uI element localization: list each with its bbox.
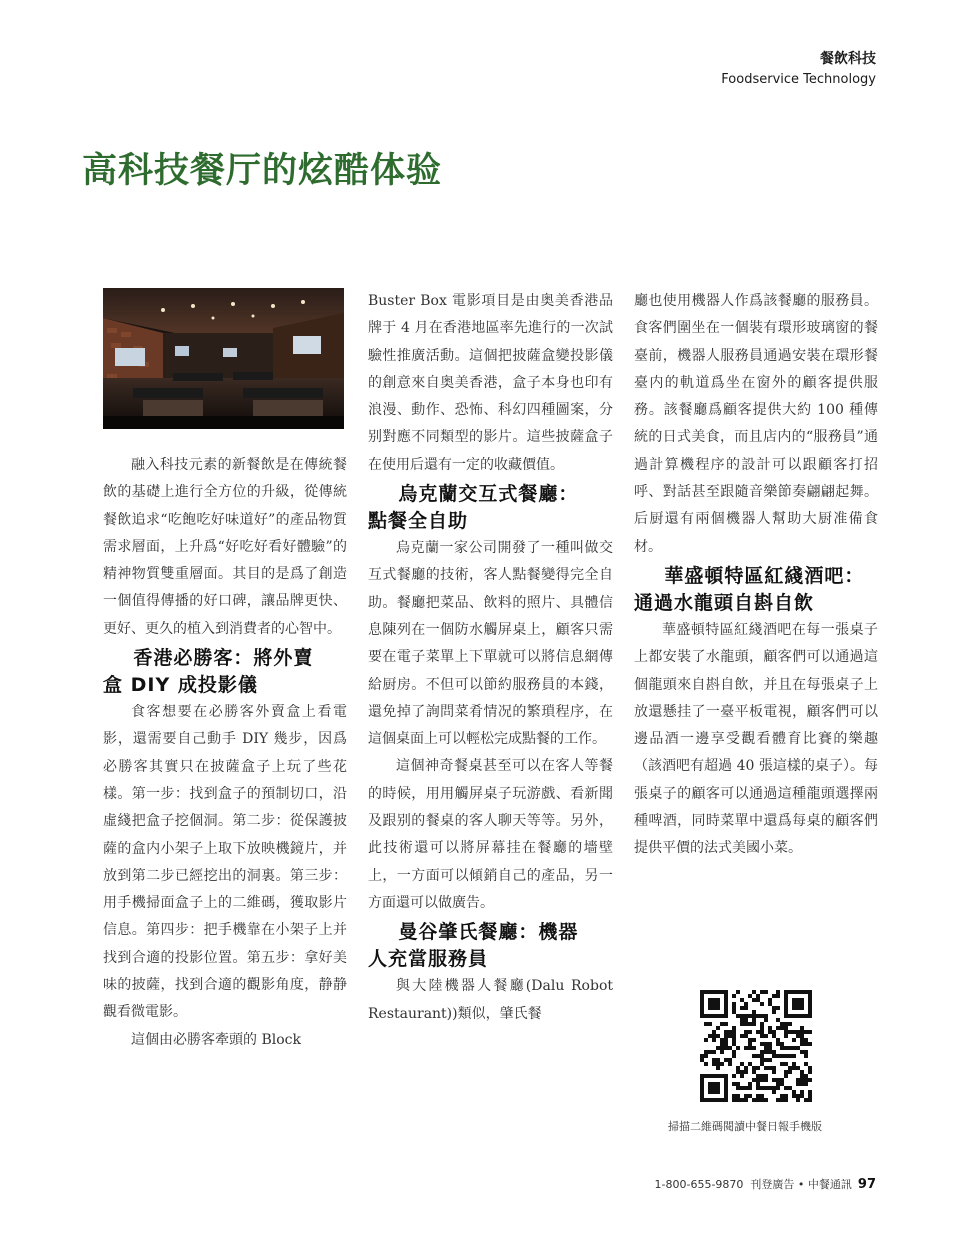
page-footer xyxy=(655,1176,876,1192)
paragraph: 華盛頓特區紅綫酒吧在每一張桌子上都安裝了水龍頭，顧客們可以通過這個龍頭來自斟自飲，并且在每張桌子上放還懸挂了一臺平板電視，顧客們可以邊品酒一邊享受觀看體育比賽的樂趣（該酒吧有超過 40 張這樣的桌子）。每張桌子的顧客可以通過這種龍頭選擇兩種啤酒，同時菜單中還爲每桌的顧客們提供平價的法式美國小菜。 xyxy=(634,621,878,857)
paragraph: 與大陸機器人餐廳(Dalu Robot Restaurant))類似，肇氏餐 xyxy=(368,978,613,1022)
section-name-en: Foodservice Technology xyxy=(721,72,876,87)
subheading-washington: 華盛頓特區紅綫酒吧： 通過水龍頭自斟自飲 xyxy=(634,564,865,614)
restaurant-photo xyxy=(103,288,344,429)
qr-code xyxy=(700,990,812,1102)
paragraph: 烏克蘭一家公司開發了一種叫做交互式餐廳的技術，客人點餐變得完全自助。餐廳把菜品、飲料的照片、具體信息陳列在一個防水觸屏桌上，顧客只需要在電子菜單上下單就可以將信息網傳給厨房。不但可以節約服務員的本錢，還免掉了詢問菜肴情况的繁瑣程序，在這個桌面上可以輕松完成點餐的工作。 xyxy=(368,540,613,748)
paragraph: 這個神奇餐桌甚至可以在客人等餐的時候，用用觸屏桌子玩游戲、看新聞及跟别的餐桌的客人聊天等等。另外，此技術還可以將屏幕挂在餐廳的墻壁上，一方面可以傾銷自己的產品，另一方面還可以做廣告。 xyxy=(368,758,613,911)
column-3 xyxy=(634,288,878,863)
article-title: 高科技餐厅的炫酷体验 xyxy=(82,150,443,191)
phone-number: 1-800-655-9870 xyxy=(654,1178,744,1191)
qr-caption: 掃描二維碼閱讀中餐日報手機版 xyxy=(668,1120,822,1133)
section-name: 餐飲科技 xyxy=(820,51,876,67)
paragraph: 這個由必勝客牽頭的 Block xyxy=(131,1031,301,1048)
advertising-label: 刊登廣告 • 中餐通訊 xyxy=(750,1178,852,1191)
subheading-bangkok: 曼谷肇氏餐廳：機器 人充當服務員 xyxy=(368,921,579,971)
paragraph: Buster Box 電影項目是由奥美香港品牌于 4 月在香港地區率先進行的一次試驗性推廣活動。這個把披薩盒變投影儀的創意來自奥美香港，盒子本身也印有浪漫、動作、恐怖、科幻四種圖案，分别對應不同類型的影片。這些披薩盒子在使用后還有一定的收藏價值。 xyxy=(368,293,613,473)
column-1 xyxy=(103,288,347,1054)
subheading-ukraine: 烏克蘭交互式餐廳： 點餐全自助 xyxy=(368,483,579,533)
subheading-pizza-hut: 香港必勝客：將外賣 盒 DIY 成投影儀 xyxy=(103,647,314,697)
paragraph: 食客想要在必勝客外賣盒上看電影，還需要自己動手 DIY 幾步，因爲必勝客其實只在披薩盒子上玩了些花樣。第一步：找到盒子的預制切口，沿虛綫把盒子挖個洞。第二步：從保護披薩的盒内小架子上取下放映機鏡片，并放到第二步已經挖出的洞裏。第三步：用手機掃面盒子上的二維碼，獲取影片信息。第四步：把手機靠在小架子上并找到合適的投影位置。第五步：拿好美味的披薩，找到合適的觀影角度，静静觀看微電影。 xyxy=(103,704,347,1021)
page-number: 97 xyxy=(857,1177,876,1192)
paragraph: 廳也使用機器人作爲該餐廳的服務員。食客們圍坐在一個裝有環形玻璃窗的餐臺前，機器人服務員通過安裝在環形餐臺内的軌道爲坐在窗外的顧客提供服務。該餐廳爲顧客提供大約 100 種傳統的日式美食，而且店内的“服務員”通過計算機程序的設計可以跟顧客打招呼、對話甚至跟隨音樂節奏翩翩起舞。后厨還有兩個機器人幫助大厨准備食材。 xyxy=(634,293,878,555)
column-2 xyxy=(368,288,613,1028)
intro-paragraph: 融入科技元素的新餐飲是在傳統餐飲的基礎上進行全方位的升級，從傳統餐飲追求“吃飽吃好味道好”的產品物質需求層面，上升爲“好吃好看好體驗”的精神物質雙重層面。其目的是爲了創造一個值得傳播的好口碑，讓品牌更快、更好、更久的植入到消費者的心智中。 xyxy=(103,457,347,637)
